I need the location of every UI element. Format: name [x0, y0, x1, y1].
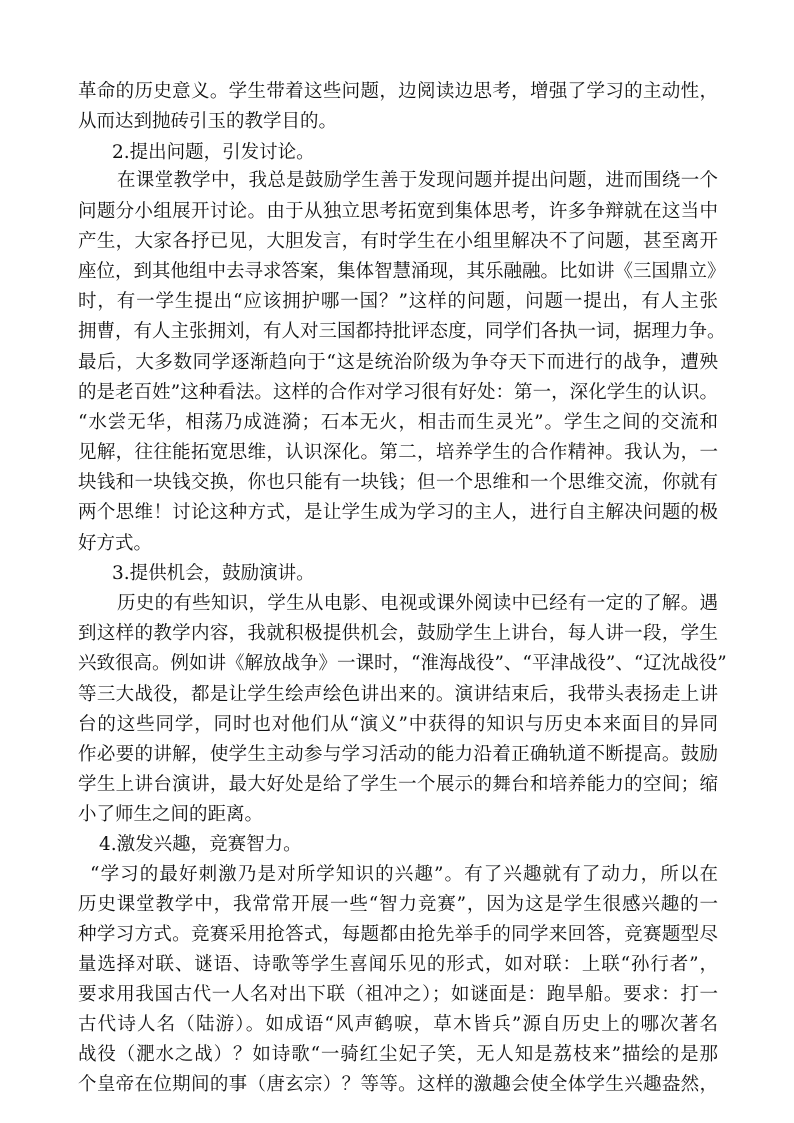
body-text-line: 到这样的教学内容，我就积极提供机会，鼓励学生上讲台，每人讲一段，学生	[78, 623, 718, 644]
section-heading-2: 2.提出问题，引发讨论。	[112, 142, 315, 163]
body-text-line: 好方式。	[78, 533, 153, 554]
body-text-line: 作必要的讲解，使学生主动参与学习活动的能力沿着正确轨道不断提高。鼓励	[78, 744, 718, 765]
body-text-line: 个皇帝在位期间的事（唐玄宗）？等等。这样的激趣会使全体学生兴趣盎然，	[78, 1074, 718, 1095]
body-text-line: 革命的历史意义。学生带着这些问题，边阅读边思考，增强了学习的主动性，	[78, 81, 718, 102]
body-text-line: 拥曹，有人主张拥刘，有人对三国都持批评态度，同学们各执一词，据理力争。	[78, 321, 726, 342]
body-text-line: “学习的最好刺激乃是对所学知识的兴趣”。有了兴趣就有了动力，所以在	[90, 864, 718, 885]
body-text-line: 古代诗人名（陆游）。如成语“风声鹤唳，草木皆兵”源自历史上的哪次著名	[78, 1014, 718, 1035]
body-text-line: 问题分小组展开讨论。由于从独立思考拓宽到集体思考，许多争辩就在这当中	[78, 201, 718, 222]
body-text-line: “水尝无华，相荡乃成涟漪；石本无火，相击而生灵光”。学生之间的交流和	[78, 412, 718, 433]
body-text-line: 见解，往往能拓宽思维，认识深化。第二，培养学生的合作精神。我认为，一	[78, 442, 718, 463]
body-text-line: 历史课堂教学中，我常常开展一些“智力竞赛”，因为这是学生很感兴趣的一	[78, 894, 718, 915]
section-heading-4: 4.激发兴趣，竞赛智力。	[99, 834, 302, 855]
body-text-line: 兴致很高。例如讲《解放战争》一课时，“淮海战役”、“平津战役”、“辽沈战役”	[78, 653, 727, 674]
body-text-line: 座位，到其他组中去寻求答案，集体智慧涌现，其乐融融。比如讲《三国鼎立》	[78, 261, 726, 282]
body-text-line: 小了师生之间的距离。	[78, 804, 264, 825]
body-text-line: 战役（淝水之战）？如诗歌“一骑红尘妃子笑，无人知是荔枝来”描绘的是那	[78, 1044, 718, 1065]
body-text-line: 时，有一学生提出“应该拥护哪一国？”这样的问题，问题一提出，有人主张	[78, 291, 718, 312]
body-text-line: 量选择对联、谜语、诗歌等学生喜闻乐见的形式，如对联：上联“孙行者”，	[78, 954, 718, 975]
body-text-line: 最后，大多数同学逐渐趋向于“这是统治阶级为争夺天下而进行的战争，遭殃	[78, 352, 718, 373]
body-text-line: 种学习方式。竞赛采用抢答式，每题都由抢先举手的同学来回答，竞赛题型尽	[78, 924, 718, 945]
body-text-line: 台的这些同学，同时也对他们从“演义”中获得的知识与历史本来面目的异同	[78, 714, 718, 735]
body-text-line: 块钱和一块钱交换，你也只能有一块钱；但一个思维和一个思维交流，你就有	[78, 472, 718, 493]
body-text-line: 两个思维！讨论这种方式，是让学生成为学习的主人，进行自主解决问题的极	[78, 502, 718, 523]
section-heading-3: 3.提供机会，鼓励演讲。	[112, 563, 315, 584]
body-text-line: 在课堂教学中，我总是鼓励学生善于发现问题并提出问题，进而围绕一个	[117, 170, 718, 191]
body-text-line: 从而达到抛砖引玉的教学目的。	[78, 111, 338, 132]
body-text-line: 历史的有些知识，学生从电影、电视或课外阅读中已经有一定的了解。遇	[117, 593, 718, 614]
body-text-line: 学生上讲台演讲，最大好处是给了学生一个展示的舞台和培养能力的空间；缩	[78, 774, 718, 795]
body-text-line: 的是老百姓”这种看法。这样的合作对学习很有好处：第一，深化学生的认识。	[78, 382, 718, 403]
body-text-line: 产生，大家各抒已见，大胆发言，有时学生在小组里解决不了问题，甚至离开	[78, 231, 718, 252]
body-text-line: 等三大战役，都是让学生绘声绘色讲出来的。演讲结束后，我带头表扬走上讲	[78, 684, 718, 705]
body-text-line: 要求用我国古代一人名对出下联（祖冲之）；如谜面是：跑旱船。要求：打一	[78, 984, 718, 1005]
